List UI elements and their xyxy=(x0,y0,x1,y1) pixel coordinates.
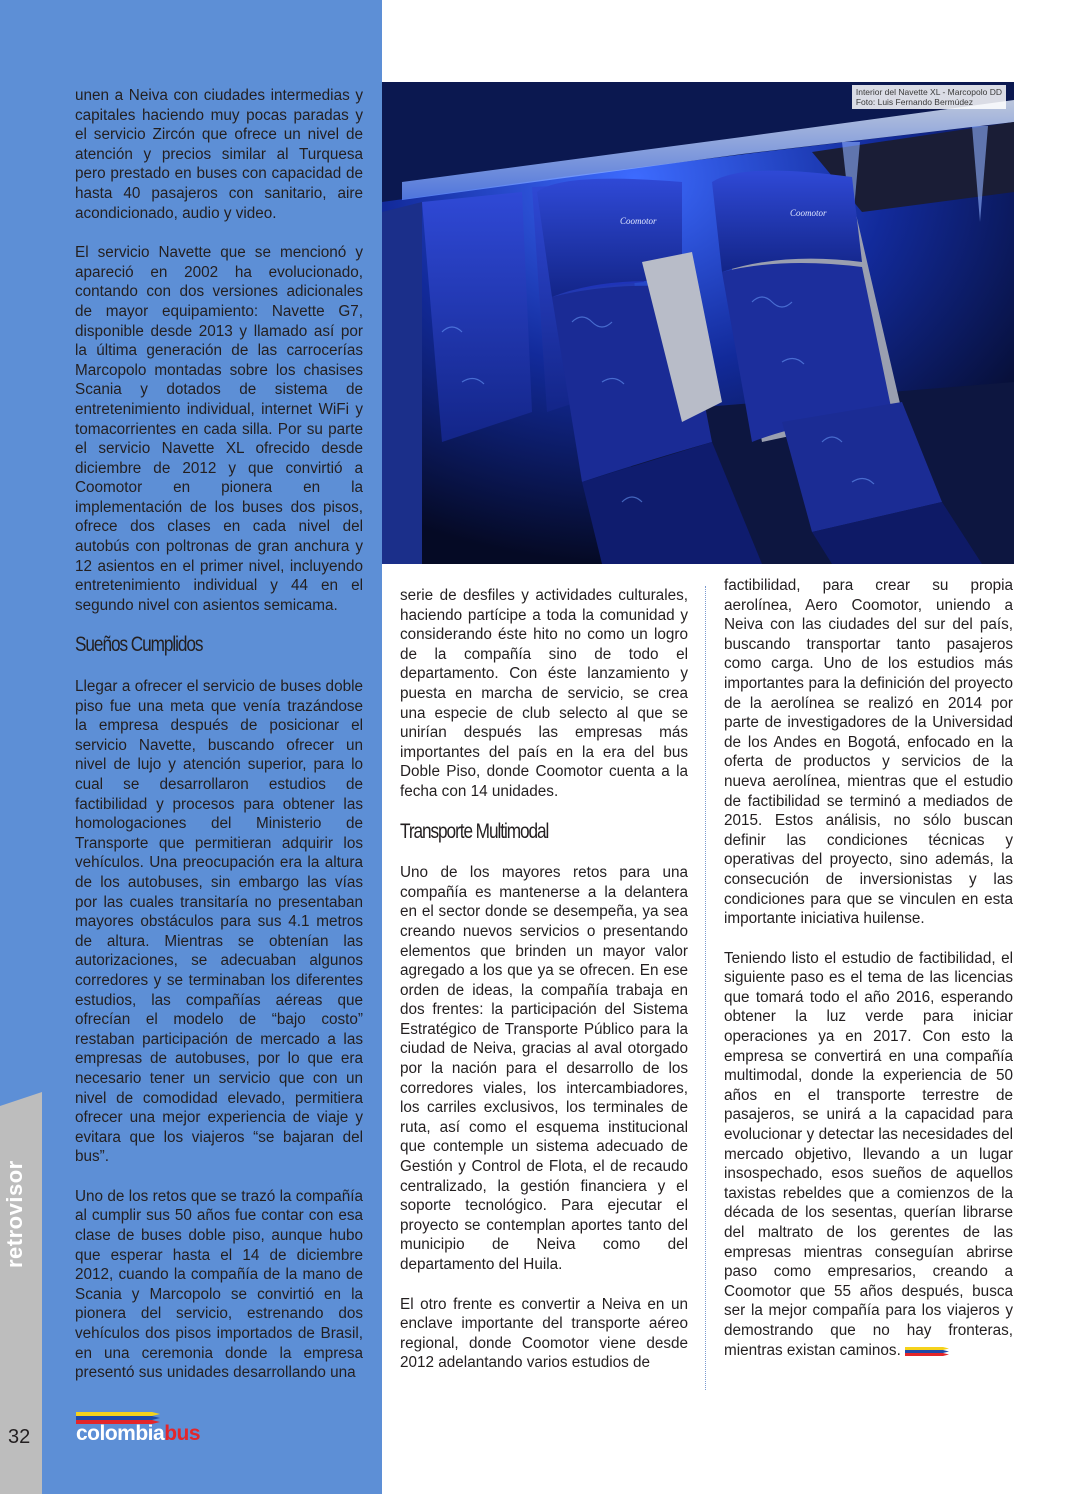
paragraph: Llegar a ofrecer el servicio de buses doble piso fue una meta que venía trazándose la empresa después de posicionar el servicio Navette, buscando ofrecer un nivel de lujo y atención superior, para lo cual se desarrollaron estudios de factibilidad y procesos para obtener las homologaciones del Ministerio de Transporte que permitieran adquirir los vehículos. Una preocupación era la altura de los autobuses, sin embargo las vías por las cuales transitaría no presentaban mayores obstáculos para sus 4.1 metros de altura. Mientras se obtenían las autorizaciones, se adecuaban algunos corredores y se terminaban los diferentes estudios, las compañías aéreas que ofrecían el modelo de “bajo costo” restaban participación de mercado a las empresas de autobuses, por lo que era necesario tener un servicio que con un nivel de comodidad elevado, permitiera ofrecer una mejor experiencia de viaje y evitara que los viajeros “se bajaran del bus”. xyxy=(75,678,363,1166)
article-column-1 xyxy=(75,86,363,1403)
article-column-3 xyxy=(724,576,1013,1380)
logo-text xyxy=(76,1422,200,1446)
end-flag-icon xyxy=(905,1346,949,1356)
logo-text-bus: bus xyxy=(164,1422,201,1445)
seat-brand-text: Coomotor xyxy=(790,208,827,218)
section-heading: Transporte Multimodal xyxy=(400,819,549,843)
article-column-2 xyxy=(400,586,688,1393)
paragraph: serie de desfiles y actividades culturales, haciendo partícipe a toda la comunidad y considerando éste hito no como un logro de la compañía sino de todo el departamento. Con éste lanzamiento y puesta en marcha de servicio, se crea una especie de club selecto al que se unirían después las empresas más importantes del país en la era del bus Doble Piso, donde Coomotor cuenta a la fecha con 14 unidades. xyxy=(400,587,688,800)
paragraph: factibilidad, para crear su propia aerolínea, Aero Coomotor, uniendo a Neiva con las ciudades del sur del país, buscando transportar tanto pasajeros como carga. Uno de los estudios más importantes para la definición del proyecto de la aerolínea se realizó en 2014 por parte de investigadores de la Universidad de los Andes en Bogotá, enfocado en la oferta de productos y servicios de la nueva aerolínea, mientras que el estudio de factibilidad se terminó a mediados de 2015. Estos análisis, no sólo buscan definir las condiciones técnicas y operativas del proyecto, sino además, la consecución de inversionistas y las condiciones para que se vinculen en esta importante iniciativa huilense. xyxy=(724,577,1013,928)
section-heading: Sueños Cumplidos xyxy=(75,633,203,657)
paragraph-text: Teniendo listo el estudio de factibilidad, el siguiente paso es el tema de las licencias que tomará todo el año 2016, esperando obtener la luz verde para iniciar operaciones ya en 2017. Con esto la empresa se convertirá en una compañía multimodal, donde la experiencia de 50 años en el transporte terrestre de pasajeros, se unirá a la capacidad para evolucionar y detectar las necesidades del mercado objetivo, llevando a un lugar insospechado, esos sueños de aquellos taxistas rebeldes que a comienzos de la década de los sesentas, querían librarse del maltrato de los gerentes de las empresas mientras conseguían abrirse paso como empresarios, creando a Coomotor que 55 años después, busca ser la mejor compañía para los viajeros y demostrando que no hay fronteras, mientras existan caminos. xyxy=(724,949,1013,1359)
seat-brand-text: Coomotor xyxy=(620,216,657,226)
bus-interior-illustration xyxy=(382,82,1014,564)
paragraph: El servicio Navette que se mencionó y apareció en 2002 ha evolucionado, contando con dos versiones adicionales de mayor equipamiento: Navette G7, disponible desde 2013 y llamado así por la última generación de las carrocerías Marcopolo montadas sobre los chasises Scania y dotados de sistema de entretenimiento individual, internet WiFi y tomacorrientes en cada silla. Por su parte el servicio Navette XL ofrecido desde diciembre de 2012 y que convirtió a Coomotor en pionera en la implementación de los buses dos pisos, ofrece dos clases en cada nivel del autobús con poltronas de gran anchura y 12 asientos en el primer nivel, incluyendo entretenimiento individual y 44 en el segundo nivel con asientos semicama. xyxy=(75,244,363,614)
paragraph: Uno de los mayores retos para una compañía es mantenerse a la delantera en el sector donde se desempeña, ya sea creando nuevos servicios o presentando elementos que brinden un mayor valor agregado a los que ya se ofrecen. En ese orden de ideas, la compañía trabaja en dos frentes: la participación del Sistema Estratégico de Transporte Público para la ciudad de Neiva, gracias al aval otorgado por la nación para el desarrollo de los corredores viales, los intercambiadores, los carriles exclusivos, los terminales de ruta, así como el esquema institucional que contemple un sistema adecuado de Gestión y Control de Flota, el de recaudo centralizado, la gestión financiera y el soporte tecnológico. Para ejecutar el proyecto se contemplan aportes tanto del municipio de Neiva como del departamento del Huila. xyxy=(400,864,688,1273)
photo-caption xyxy=(852,85,1006,109)
bus-interior-photo xyxy=(382,82,1014,564)
colombiabus-logo xyxy=(76,1410,216,1450)
paragraph: Uno de los retos que se trazó la compañía al cumplir sus 50 años fue contar con esa clase de buses doble piso, aunque hubo que esperar hasta el 14 de diciembre 2012, cuando la compañía de la mano de Scania y Marcopolo se convirtió en la pionera del servicio, estrenando dos vehículos dos pisos importados de Brasil, en una ceremonia donde la empresa presentó sus unidades desarrollando una xyxy=(75,1187,363,1382)
caption-credit: Foto: Luis Fernando Bermúdez xyxy=(855,97,974,107)
paragraph: unen a Neiva con ciudades intermedias y capitales haciendo muy pocas paradas y el servicio Zircón que ofrece un nivel de atención y precios similar al Turquesa pero prestado en buses con capacidad de hasta 40 pasajeros con sanitario, aire acondicionado, audio y video. xyxy=(75,87,363,222)
paragraph: El otro frente es convertir a Neiva en un enclave importante del transporte aéreo regional, donde Coomotor viene desde 2012 adelantando varios estudios de xyxy=(400,1295,688,1372)
column-divider xyxy=(705,586,706,1390)
logo-text-colombia: colombia xyxy=(76,1422,165,1445)
section-label: retrovisor xyxy=(2,1160,27,1268)
caption-line: Interior del Navette XL - Marcopolo DD xyxy=(855,87,1002,97)
page-number: 32 xyxy=(8,1426,31,1448)
paragraph xyxy=(724,949,1013,1360)
